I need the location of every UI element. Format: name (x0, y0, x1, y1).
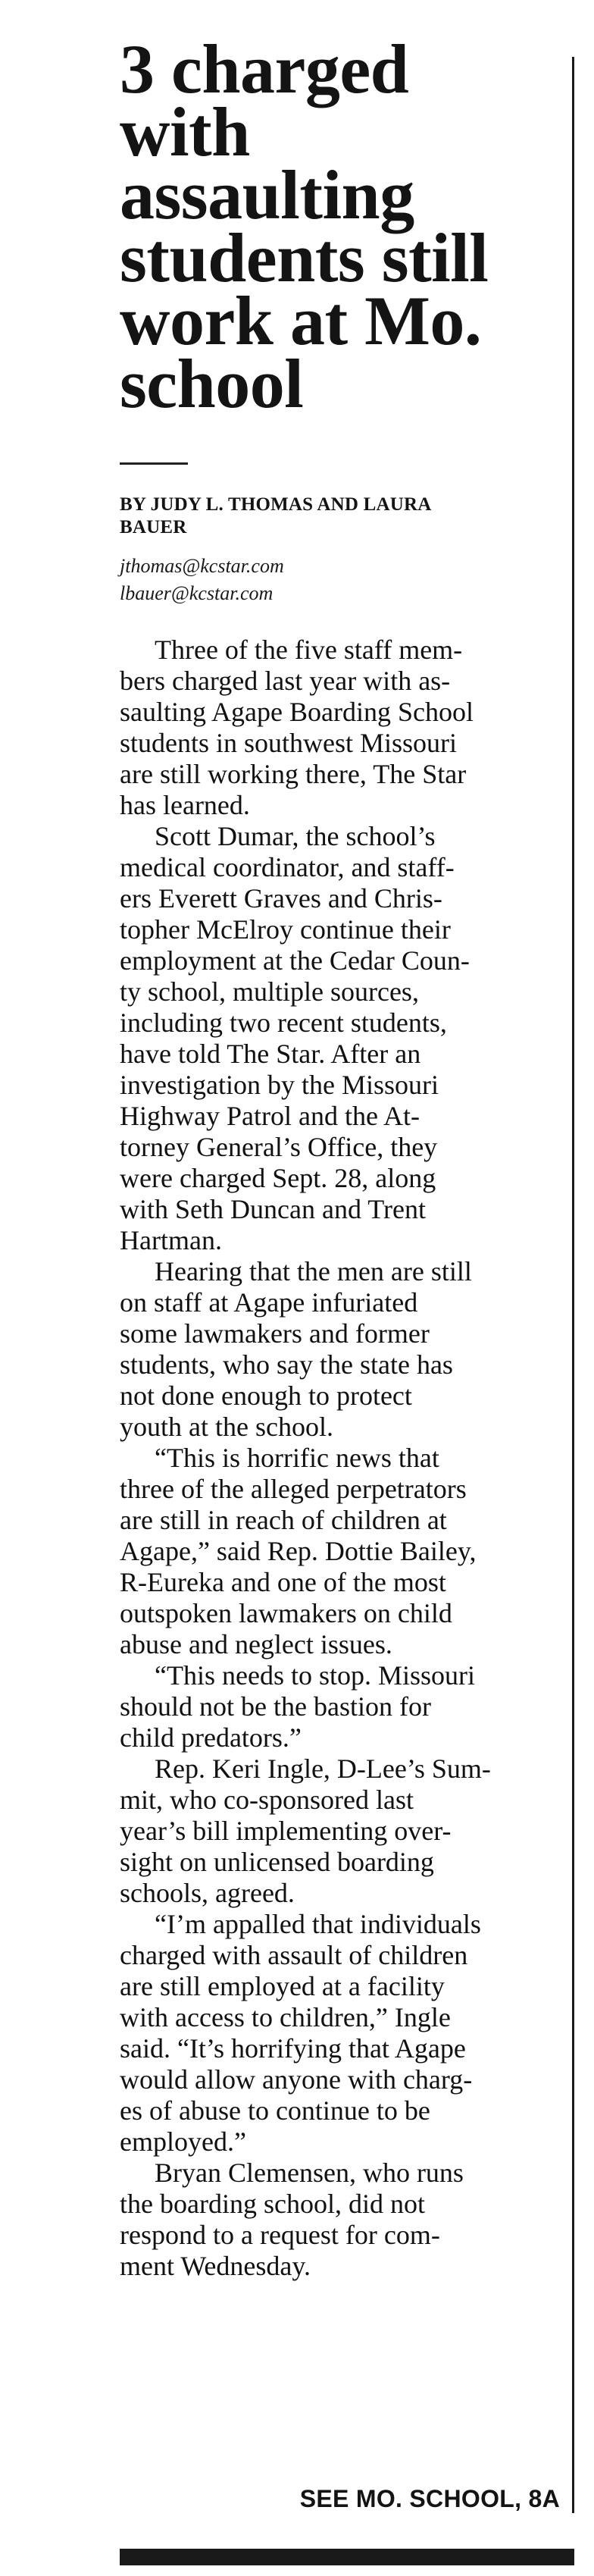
headline-line: school (120, 345, 304, 422)
headline-line: 3 charged (120, 30, 409, 108)
body-line: ment Wednesday. (120, 2251, 311, 2281)
body-line: R-Eureka and one of the most (120, 1567, 446, 1597)
body-line: “This needs to stop. Missouri (155, 1660, 475, 1691)
headline-line: assaulting (120, 156, 414, 233)
body-line: torney General’s Office, they (120, 1132, 438, 1162)
body-line: “I’m appalled that individuals (155, 1909, 481, 1939)
body-line: charged with assault of children (120, 1940, 468, 1970)
body-paragraph (120, 1909, 544, 2158)
body-line: the boarding school, did not (120, 2189, 425, 2219)
body-line: three of the alleged perpetrators (120, 1474, 467, 1504)
body-paragraph (120, 635, 544, 821)
byline (120, 494, 544, 539)
column-rule-right (572, 57, 574, 2513)
author-email[interactable]: lbauer@kcstar.com (120, 582, 274, 604)
body-line: with access to children,” Ingle (120, 2002, 451, 2032)
body-paragraph (120, 821, 544, 1256)
body-line: Bryan Clemensen, who runs (155, 2158, 464, 2188)
body-line: employment at the Cedar Coun- (120, 945, 470, 976)
body-line: employed.” (120, 2126, 246, 2157)
byline-line: BAUER (120, 517, 187, 537)
body-line: mit, who co-sponsored last (120, 1785, 414, 1815)
body-line: topher McElroy continue their (120, 914, 451, 945)
jump-line[interactable]: SEE MO. SCHOOL, 8A (299, 2485, 560, 2512)
article-body (120, 635, 544, 2282)
headline-line: students still (120, 219, 489, 296)
body-line: child predators.” (120, 1722, 302, 1753)
body-line: youth at the school. (120, 1412, 333, 1442)
body-paragraph (120, 1753, 544, 1909)
body-line: schools, agreed. (120, 1878, 295, 1908)
body-line: should not be the bastion for (120, 1691, 431, 1722)
byline-line: BY JUDY L. THOMAS AND LAURA (120, 494, 432, 515)
body-line: Hartman. (120, 1225, 222, 1255)
body-line: has learned. (120, 790, 250, 820)
headline-line: with (120, 93, 250, 171)
body-line: bers charged last year with as- (120, 666, 451, 696)
body-line: students, who say the state has (120, 1349, 453, 1380)
body-line: saulting Agape Boarding School (120, 697, 474, 727)
body-line: abuse and neglect issues. (120, 1629, 392, 1659)
body-line: Highway Patrol and the At- (120, 1101, 420, 1131)
body-paragraph (120, 1443, 544, 1660)
body-line: Scott Dumar, the school’s (155, 821, 436, 851)
body-line: have told The Star. After an (120, 1039, 421, 1069)
body-line: were charged Sept. 28, along (120, 1163, 436, 1193)
body-line: said. “It’s horrifying that Agape (120, 2033, 466, 2064)
body-line: ty school, multiple sources, (120, 976, 419, 1007)
body-line: “This is horrific news that (155, 1443, 439, 1473)
body-line: respond to a request for com- (120, 2220, 440, 2250)
body-line: are still employed at a facility (120, 1971, 445, 2001)
body-line: year’s bill implementing over- (120, 1816, 452, 1846)
body-line: investigation by the Missouri (120, 1070, 439, 1100)
headline-divider (120, 462, 188, 465)
body-line: would allow anyone with charg- (120, 2064, 473, 2095)
author-email[interactable]: jthomas@kcstar.com (120, 555, 284, 577)
body-line: Hearing that the men are still (155, 1256, 472, 1286)
body-line: medical coordinator, and staff- (120, 852, 455, 882)
body-line: Three of the five staff mem- (155, 635, 463, 665)
headline (120, 30, 544, 422)
body-line: outspoken lawmakers on child (120, 1598, 452, 1628)
headline-line: work at Mo. (120, 282, 482, 359)
body-line: including two recent students, (120, 1008, 447, 1038)
body-line: are still working there, The Star (120, 759, 467, 789)
body-line: students in southwest Missouri (120, 728, 458, 758)
article (120, 30, 544, 2282)
body-line: sight on unlicensed boarding (120, 1847, 434, 1877)
bottom-rule (120, 2549, 574, 2565)
body-line: are still in reach of children at (120, 1505, 447, 1535)
body-line: on staff at Agape infuriated (120, 1287, 418, 1318)
body-paragraph (120, 2158, 544, 2282)
body-line: ers Everett Graves and Chris- (120, 883, 442, 914)
body-paragraph (120, 1660, 544, 1753)
body-line: Rep. Keri Ingle, D-Lee’s Sum- (155, 1753, 491, 1784)
body-line: Agape,” said Rep. Dottie Bailey, (120, 1536, 477, 1566)
body-paragraph (120, 1256, 544, 1443)
body-line: not done enough to protect (120, 1380, 412, 1411)
body-line: some lawmakers and former (120, 1318, 430, 1349)
author-emails (120, 553, 544, 607)
body-line: es of abuse to continue to be (120, 2095, 430, 2126)
body-line: with Seth Duncan and Trent (120, 1194, 426, 1224)
